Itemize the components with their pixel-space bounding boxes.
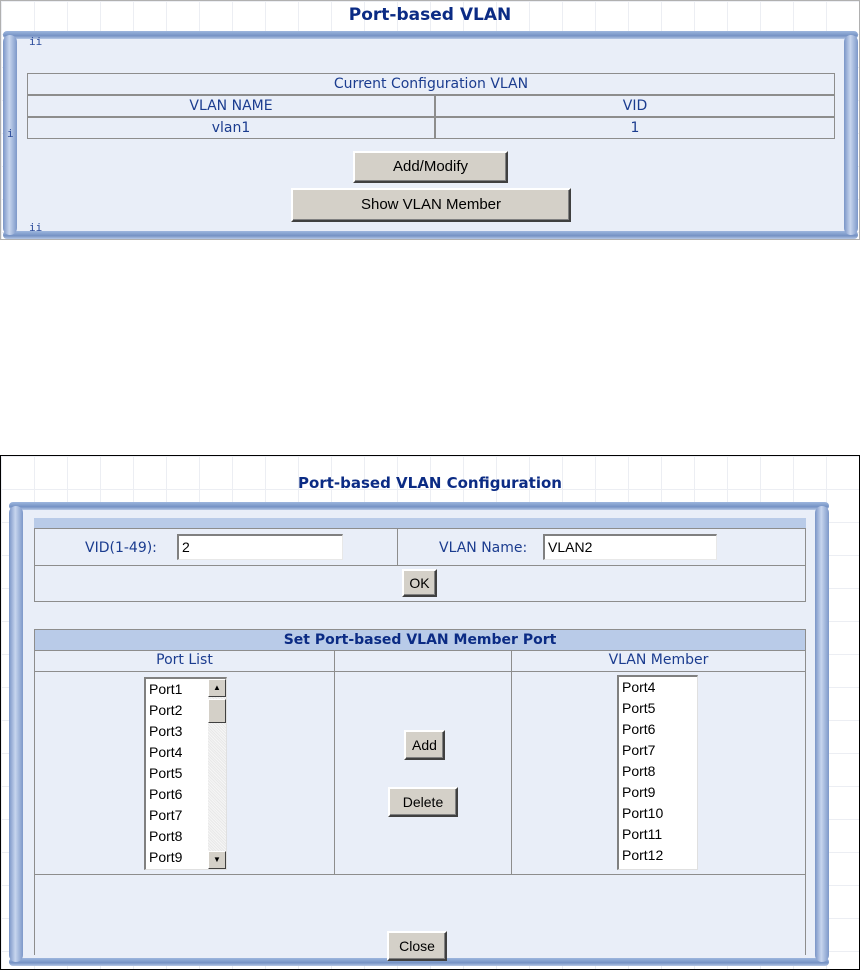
list-item[interactable]: Port10 [622, 805, 664, 821]
member-columns-header [34, 650, 806, 672]
show-vlan-member-button[interactable]: Show VLAN Member [291, 188, 571, 222]
table-caption: Current Configuration VLAN [27, 73, 835, 95]
member-section-header: Set Port-based VLAN Member Port [34, 629, 806, 651]
list-item[interactable]: Port3 [149, 723, 183, 739]
vlan-member-listbox[interactable] [617, 675, 698, 870]
list-item[interactable]: Port8 [149, 828, 183, 844]
list-item[interactable]: Port6 [622, 721, 656, 737]
scroll-down-icon[interactable]: ▼ [208, 851, 226, 869]
left-mark: i [7, 127, 14, 140]
config-panel [0, 455, 860, 970]
col-header-vid: VID [435, 95, 835, 117]
page-title: Port-based VLAN [348, 5, 512, 25]
vid-input[interactable]: 2 [177, 534, 343, 560]
close-button[interactable]: Close [387, 931, 447, 961]
list-item[interactable]: Port1 [149, 681, 183, 697]
list-item[interactable]: Port9 [622, 784, 656, 800]
add-modify-button[interactable]: Add/Modify [353, 151, 508, 183]
member-body [34, 671, 806, 875]
scroll-thumb[interactable] [208, 699, 226, 723]
list-item[interactable]: Port7 [149, 807, 183, 823]
list-item[interactable]: Port12 [622, 847, 664, 863]
top-panel [0, 0, 860, 240]
config-title: Port-based VLAN Configuration [298, 474, 562, 492]
list-item[interactable]: Port4 [149, 744, 183, 760]
list-item[interactable]: Port7 [622, 742, 656, 758]
list-item[interactable]: Port11 [622, 826, 663, 842]
list-item[interactable]: Port6 [149, 786, 183, 802]
config-frame [9, 502, 829, 966]
add-button[interactable]: Add [404, 730, 445, 760]
ok-row [34, 565, 806, 602]
cell-vlan-name: vlan1 [27, 117, 435, 139]
list-item[interactable]: Port2 [149, 702, 183, 718]
scroll-up-icon[interactable]: ▲ [208, 679, 226, 697]
close-row [34, 875, 806, 955]
vid-name-row [34, 528, 806, 566]
list-item[interactable]: Port8 [622, 763, 656, 779]
port-list-scrollbar[interactable] [208, 679, 226, 869]
vlan-name-input[interactable]: VLAN2 [543, 534, 717, 560]
col-port-list: Port List [156, 652, 213, 668]
col-header-vlan-name: VLAN NAME [27, 95, 435, 117]
port-list-listbox[interactable] [144, 677, 227, 870]
top-frame [3, 31, 858, 239]
col-vlan-member: VLAN Member [608, 652, 709, 668]
list-item[interactable]: Port9 [149, 849, 183, 865]
list-item[interactable]: Port5 [622, 700, 656, 716]
vlan-name-label: VLAN Name: [439, 540, 528, 556]
current-config-table [27, 73, 835, 139]
bottom-mark: ii [29, 221, 43, 234]
table-row [27, 117, 835, 139]
cell-vid: 1 [435, 117, 835, 139]
vid-label: VID(1-49): [85, 540, 157, 556]
list-item[interactable]: Port4 [622, 679, 656, 695]
list-item[interactable]: Port5 [149, 765, 183, 781]
delete-button[interactable]: Delete [388, 787, 458, 817]
ok-button[interactable]: OK [402, 569, 437, 597]
top-mark: ii [29, 35, 43, 48]
